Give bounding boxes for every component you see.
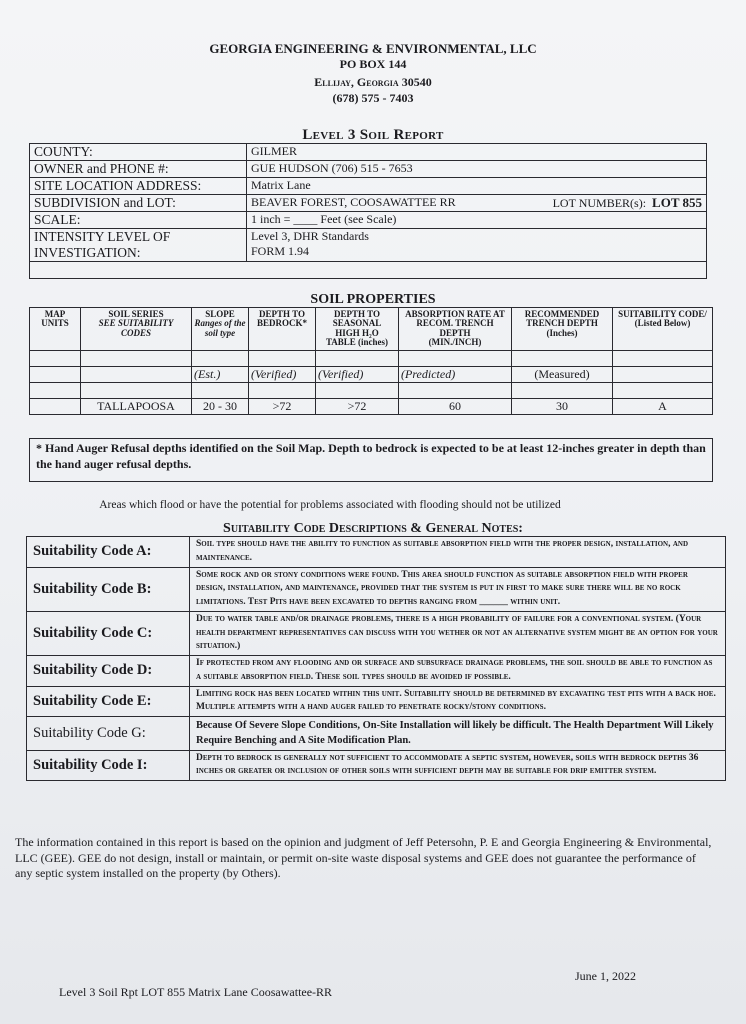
scale-value: 1 inch = ____ Feet (see Scale) [247,212,707,229]
props-data-row [30,398,713,414]
col-seasonal: DEPTH TO SEASONAL HIGH H₂O TABLE (inches) [316,308,399,351]
hand-auger-footnote: * Hand Auger Refusal depths identified on the Soil Map. Depth to bedrock is expected to be at least 12-inches greater in depth than the hand auger refusal depths. [29,438,713,482]
codes-title: Suitability Code Descriptions & General Notes: [223,521,523,536]
lot-label: LOT NUMBER(s): [552,196,647,210]
scale-label: SCALE: [30,212,247,229]
info-row-scale [30,212,707,229]
props-spacer-row [30,350,713,366]
props-header-row [30,308,713,351]
info-row-county [30,144,707,161]
info-row-subdivision [30,195,707,212]
info-row-owner [30,161,707,178]
lot-value: LOT 855 [652,195,702,210]
report-title: Level 3 Soil Report [302,127,444,143]
code-row-i: Suitability Code I: Depth to bedrock is generally not sufficient to accommodate a septic system, however, soils with bedrock depths 36 inches or greater or inclusion of other soils with sufficient depth may be suitable for drip emitter system. [27,750,726,781]
owner-value: GUE HUDSON (706) 515 - 7653 [247,161,707,178]
col-soil-series: SOIL SERIES SEE SUITABILITY CODES [81,308,192,351]
info-row-blank [30,262,707,279]
bedrock-value: >72 [249,398,316,414]
code-row-b: Suitability Code B: Some rock and or stony conditions were found. This area should function as suitable absorption field with proper design, installation, and maintenance, provided that the system is put in first to make sure there will be no rock limitations. Test Pits have been excavated to depths ranging from ______ within unit. [27,567,726,611]
code-row-c: Suitability Code C: Due to water table and/or drainage problems, there is a high probability of failure for a conventional system. (Your health department representatives can discuss with you wether or not an alternative system might be an option for your situation.) [27,611,726,655]
site-label: SITE LOCATION ADDRESS: [30,178,247,195]
absorption-value: 60 [399,398,512,414]
suitability-codes-table [26,536,726,781]
col-absorption: ABSORPTION RATE AT RECOM. TRENCH DEPTH (MIN./INCH) [399,308,512,351]
seasonal-value: >72 [316,398,399,414]
flood-note: Areas which flood or have the potential for problems associated with flooding should not be utilized [99,499,561,511]
soil-properties-table [29,307,713,415]
code-row-a: Suitability Code A: Soil type should have the ability to function as suitable absorption field with the proper design, installation, and maintenance. [27,537,726,568]
subdivision-cell [247,195,707,212]
col-suitability: SUITABILITY CODE/ (Listed Below) [613,308,713,351]
company-name: GEORGIA ENGINEERING & ENVIRONMENTAL, LLC [209,41,537,56]
col-map-units: MAP UNITS [30,308,81,351]
owner-label: OWNER and PHONE #: [30,161,247,178]
code-row-g: Suitability Code G: Because Of Severe Slope Conditions, On-Site Installation will likely be difficult. The Health Department Will Likely Require Benching and A Site Modification Plan. [27,717,726,750]
soil-properties-title: SOIL PROPERTIES [310,292,436,307]
col-bedrock: DEPTH TO BEDROCK* [249,308,316,351]
info-row-intensity [30,229,707,262]
report-date: June 1, 2022 [575,969,636,983]
trench-value: 30 [512,398,613,414]
company-phone: (678) 575 - 7403 [332,91,414,105]
disclaimer: The information contained in this report is based on the opinion and judgment of Jeff Petersohn, P. E and Georgia Engineering & Environmental, LLC (GEE). GEE do not design, install or maintain, or permit on-site waste disposal systems and GEE does not guarantee the performance of any septic system installed on the property (by Others). [15,835,712,881]
props-spacer-row [30,382,713,398]
company-city: Ellijay, Georgia 30540 [314,75,432,89]
slope-value: 20 - 30 [192,398,249,414]
info-row-site [30,178,707,195]
site-value: Matrix Lane [247,178,707,195]
col-slope: SLOPE Ranges of the soil type [192,308,249,351]
suitability-value: A [613,398,713,414]
soil-series-value: TALLAPOOSA [81,398,192,414]
props-method-row: (Est.) (Verified) (Verified) (Predicted) (Measured) [30,366,713,382]
subdivision-value: BEAVER FOREST, COOSAWATTEE RR [251,195,456,209]
intensity-label: INTENSITY LEVEL OF INVESTIGATION: [30,229,247,262]
company-po-box: PO BOX 144 [339,57,407,71]
col-trench: RECOMMENDED TRENCH DEPTH (Inches) [512,308,613,351]
county-label: COUNTY: [30,144,247,161]
subdivision-label: SUBDIVISION and LOT: [30,195,247,212]
code-row-d: Suitability Code D: If protected from any flooding and or surface and subsurface drainage problems, the soil should be able to function as a suitable absorption field. These soil types should be avoided if possible. [27,656,726,687]
footer-line: Level 3 Soil Rpt LOT 855 Matrix Lane Coosawattee-RR [59,985,333,999]
code-row-e: Suitability Code E: Limiting rock has been located within this unit. Suitability should be determined by excavating test pits with a back hoe. Multiple attempts with a hand auger failed to penetrate rocky/stony conditions. [27,686,726,717]
county-value: GILMER [247,144,707,161]
intensity-value: Level 3, DHR Standards FORM 1.94 [247,229,707,262]
site-info-table [29,143,707,279]
